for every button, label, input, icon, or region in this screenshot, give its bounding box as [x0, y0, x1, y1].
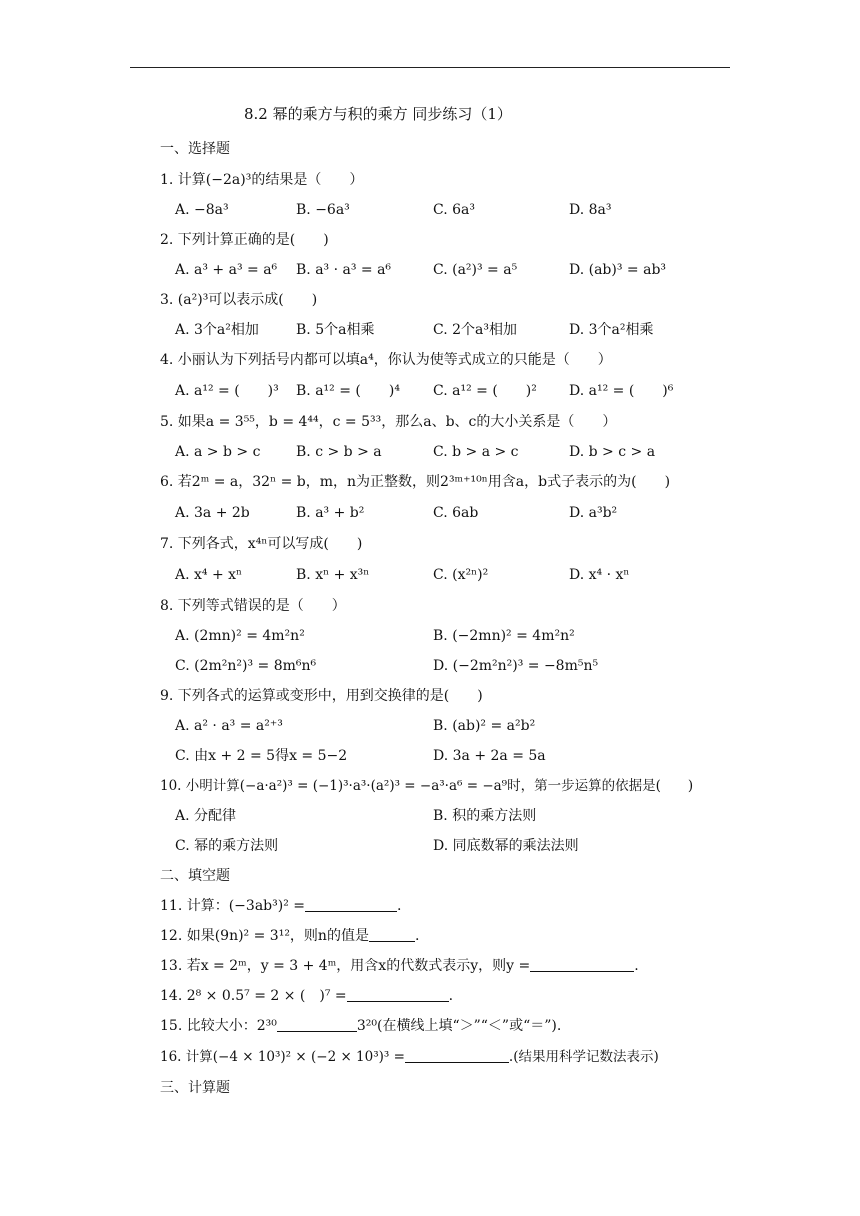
fill-question	[160, 956, 639, 976]
question-stem: 1. 计算(−2a)³的结果是（ ）	[160, 172, 364, 188]
option-c: C. 幂的乘方法则	[175, 838, 279, 854]
option-a: A. 分配律	[175, 808, 237, 824]
option-d: D. 8a³	[569, 202, 612, 218]
option-a: A. 3a + 2b	[175, 505, 250, 521]
question-stem: 4. 小丽认为下列括号内都可以填a⁴，你认为使等式成立的只能是（ ）	[160, 352, 612, 368]
option-b: B. a³ + b²	[296, 505, 365, 521]
option-a: A. 3个a²相加	[175, 322, 259, 338]
option-d: D. 3a + 2a = 5a	[433, 748, 546, 764]
option-d: D. (−2m²n²)³ = −8m⁵n⁵	[433, 658, 599, 674]
answer-blank[interactable]	[405, 1048, 509, 1063]
fill-question-tail: .	[448, 988, 454, 1004]
question-stem: 5. 如果a = 3⁵⁵，b = 4⁴⁴，c = 5³³，那么a、b、c的大小关系是（ ）	[160, 414, 617, 430]
option-d: D. a³b²	[569, 505, 618, 521]
option-c: C. 6a³	[433, 202, 475, 218]
option-c: C. 2个a³相加	[433, 322, 517, 338]
option-a: A. a > b > c	[175, 444, 261, 460]
fill-question	[160, 1016, 561, 1036]
fill-question	[160, 986, 453, 1006]
fill-question-text: 12. 如果(9n)² = 3¹²，则n的值是	[160, 928, 369, 944]
fill-question-text: 13. 若x = 2ᵐ，y = 3 + 4ᵐ，用含x的代数式表示y，则y =	[160, 958, 531, 974]
answer-blank[interactable]	[277, 1017, 357, 1032]
question-stem: 2. 下列计算正确的是( )	[160, 232, 329, 248]
fill-question-text: 14. 2⁸ × 0.5⁷ = 2 × ( )⁷ =	[160, 988, 347, 1004]
fill-question	[160, 896, 401, 916]
option-d: D. a¹² = ( )⁶	[569, 383, 674, 399]
question-stem: 9. 下列各式的运算或变形中，用到交换律的是( )	[160, 688, 483, 704]
section-heading-fill: 二、填空题	[160, 868, 230, 884]
option-b: B. (ab)² = a²b²	[433, 718, 536, 734]
fill-question-text: 11. 计算：(−3ab³)² =	[160, 898, 305, 914]
question-stem: 3. (a²)³可以表示成( )	[160, 292, 318, 308]
option-a: A. −8a³	[175, 202, 229, 218]
answer-blank[interactable]	[305, 897, 397, 912]
fill-question-tail: .	[397, 898, 402, 914]
question-stem: 6. 若2ᵐ = a，32ⁿ = b，m，n为正整数，则2³ᵐ⁺¹⁰ⁿ用含a，b式子表示的为( )	[160, 474, 671, 490]
option-a: A. a² · a³ = a²⁺³	[175, 718, 283, 734]
option-a: A. (2mn)² = 4m²n²	[175, 628, 305, 644]
option-b: B. a³ · a³ = a⁶	[296, 262, 392, 278]
option-b: B. 5个a相乘	[296, 322, 375, 338]
option-b: B. 积的乘方法则	[433, 808, 537, 824]
fill-question-tail: .(结果用科学记数法表示)	[508, 1049, 659, 1065]
question-stem: 8. 下列等式错误的是（ ）	[160, 598, 346, 614]
option-d: D. 同底数幂的乘法法则	[433, 838, 579, 854]
option-b: B. c > b > a	[296, 444, 382, 460]
fill-question-tail: .	[634, 958, 639, 974]
option-c: C. 由x + 2 = 5得x = 5−2	[175, 748, 348, 764]
answer-blank[interactable]	[369, 927, 415, 942]
section-heading-calc: 三、计算题	[160, 1080, 230, 1096]
fill-question-text: 15. 比较大小：2³⁰	[160, 1018, 277, 1034]
option-a: A. x⁴ + xⁿ	[175, 567, 243, 583]
option-d: D. b > c > a	[569, 444, 656, 460]
fill-question-tail: .	[414, 928, 420, 944]
answer-blank[interactable]	[530, 957, 634, 972]
option-b: B. xⁿ + x³ⁿ	[296, 567, 370, 583]
option-b: B. a¹² = ( )⁴	[296, 383, 400, 399]
option-b: B. (−2mn)² = 4m²n²	[433, 628, 575, 644]
option-a: A. a¹² = ( )³	[175, 383, 279, 399]
fill-question-text: 16. 计算(−4 × 10³)² × (−2 × 10³)³ =	[160, 1049, 405, 1065]
option-c: C. (x²ⁿ)²	[433, 567, 489, 583]
option-d: D. x⁴ · xⁿ	[569, 567, 630, 583]
answer-blank[interactable]	[347, 987, 449, 1002]
question-stem: 7. 下列各式，x⁴ⁿ可以写成( )	[160, 536, 363, 552]
page-title: 8.2 幂的乘方与积的乘方 同步练习（1）	[244, 105, 512, 123]
question-stem: 10. 小明计算(−a·a²)³ = (−1)³·a³·(a²)³ = −a³·a⁶ = −a⁹时，第一步运算的依据是( )	[160, 778, 694, 794]
fill-question	[160, 1047, 659, 1067]
section-heading-choice: 一、选择题	[160, 141, 230, 157]
option-a: A. a³ + a³ = a⁶	[175, 262, 278, 278]
header-rule	[130, 67, 730, 68]
option-d: D. 3个a²相乘	[569, 322, 654, 338]
option-c: C. (2m²n²)³ = 8m⁶n⁶	[175, 658, 317, 674]
option-c: C. 6ab	[433, 505, 479, 521]
option-c: C. b > a > c	[433, 444, 519, 460]
option-d: D. (ab)³ = ab³	[569, 262, 667, 278]
fill-question	[160, 926, 419, 946]
fill-question-tail: 3²⁰(在横线上填“＞”“＜”或“＝”).	[356, 1018, 562, 1034]
option-b: B. −6a³	[296, 202, 350, 218]
option-c: C. a¹² = ( )²	[433, 383, 537, 399]
option-c: C. (a²)³ = a⁵	[433, 262, 518, 278]
